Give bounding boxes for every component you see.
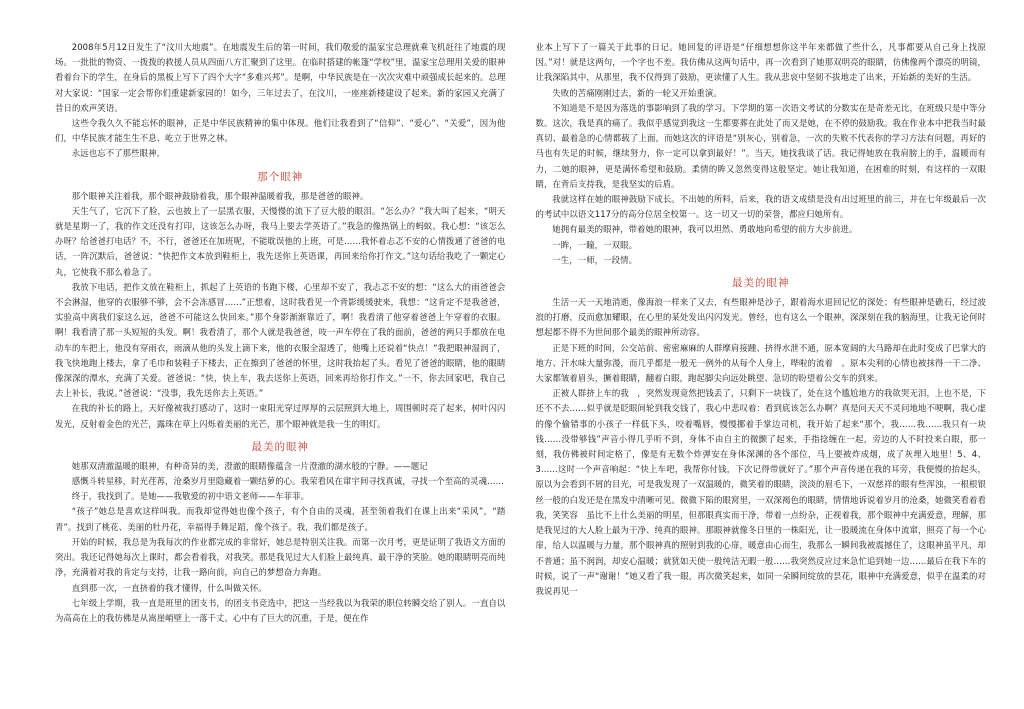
paragraph: 我就这样在她的眼神鼓励下成长。不出她的所料，后来，我的语文成绩是没有出过班里的前三，并在七年级最后一次的考试中以语文117分的高分位居全校第一。这一切又一切的荣誉，都应归她所有。 bbox=[535, 194, 986, 220]
paragraph: 一生，一师，一段情。 bbox=[552, 254, 638, 265]
paragraph: 我放下电话，把作文放在鞋柜上，抓起了上英语的书跑下楼，心里却不安了，我忐忑不安的想：“这么大的雨爸爸会不会淋湿，他穿的衣服够不够，会不会冻感冒……”正想着，这时我看见一个背影缓缓驶来，我想：“这肯定不是我爸爸，实验高中离我们家这么远，爸爸不可能这么快回来。”那个身影渐渐靠近了，啊！我看清了他穿着爸爸上午穿着的衣服。啊！我看清了那一头短短的头发。啊！我看清了，那个人就是我爸爸，吱一声车停在了我的面前，爸爸的两只手都放在电动车的车把上，他没有穿雨衣，雨滴从他的头发上滴下来，他的衣服全湿透了，他嘴上还说着“快点！”我把眼神湿润了，我飞快地跑上楼去，拿了毛巾和装鞋子下楼去，正在擦到了爸爸的怀里，这时我抬起了头。看见了爸爸的眼睛，他的眼睛像深深的潭水，充满了关爱。爸爸说：“快，快上车，我去送你上英语，回来再给你打作文。”一不，你去回家吧，我自己去上补长，我说。”爸爸说：“没事，我先送你去上英语。” bbox=[55, 281, 506, 399]
paragraph: 不知道是不是因为落选的事影响到了我的学习。下学期的第一次语文考试的分数实在是奇差无比，在班级只是中等分数。这次，我是真的痛了。我似乎感觉到我这一生都要葬在此处了而又是她，在不停的鼓励我。我在作业本中把我当时最真切、最着急的心情都载了上面，而她这次的评语是“别灰心，别着急，一次的失败不代表你的学习方法有问题，再好的马也有失足的时候，继续努力，你一定可以拿到最好！”。当天，她找我谈了话。我记得她放在我肩膀上的手，温暖而有力，二她的眼神，更是满怀希望和鼓励。柔情的眸又忽然变得这般坚定。她让我知道，在困难的时刻，有这样的一双眼睛，在背后支持我，是我坚实的后盾。 bbox=[535, 102, 986, 189]
intro-section bbox=[55, 40, 506, 162]
continuation-section bbox=[536, 40, 987, 268]
paragraph: 2008年5月12日发生了“汶川大地震”。在地震发生后的第一时间，我们敬爱的温家宝总理就乘飞机赶往了地震的现场。一批批的物资、一拨拨的救援人员从四面八方汇聚到了这里。在临时搭建的帐篷“学校”里，温家宝总理用关爱的眼神看着台下的学生，在身后的黑板上写下了四个大字“多难兴邦”。是啊，中华民族是在一次次灾难中顽强成长起来的。总理对大家说：“国家一定会帮你们重建新家园的！如今，三年过去了，在汶川，一座座新楼建设了起来。新的家园又充满了昔日的欢声笑语。 bbox=[55, 42, 506, 113]
paragraph: 终于，我找到了。是她——我敬爱的初中语文老师——车菲菲。 bbox=[71, 491, 310, 502]
heading-zuimei-yanshen-1: 最美的眼神 bbox=[251, 440, 309, 453]
paragraph: 七年级上学期，我一直是班里的团支书，的团支书竞选中，把这一当经我以为我荣的职位转瞬交给了别人。一直自以为高高在上的我仿佛是从嵩崖峭壁上一落千丈。心中有了巨大的沉重，于是，便在作 bbox=[55, 597, 506, 623]
paragraph: 生活一天一天地消逝，像海浪一样来了又去，有些眼神是沙子，跟着海水退回记忆的深处；有些眼神是礁石，经过波浪的打磨，反而愈加耀眼，在心里的某处发出闪闪发光。曾经，也有这么一个眼神，深深刻在我的脑海里，让我无论何时想起都不得不为世间那个最美的眼神所动容。 bbox=[535, 297, 986, 338]
paragraph: 她拥有最美的眼神，带着她的眼神，我可以坦然、勇敢地向希望的前方大步前进。 bbox=[552, 224, 858, 235]
left-column bbox=[55, 40, 506, 709]
story3-section bbox=[536, 295, 987, 599]
heading-zuimei-yanshen-2: 最美的眼神 bbox=[732, 277, 790, 290]
paragraph: 失败的苦痛刚刚过去，新的一轮又开始重演。 bbox=[552, 87, 722, 98]
paragraph: 感慨斗转星移，时光荏苒，沧桑岁月里隐藏着一颗结萝的心。我荣看风在窜宇间寻找真诚，寻找一个至高的灵魂…… bbox=[71, 476, 505, 487]
paragraph: 永远也忘不了那些眼神。 bbox=[71, 148, 166, 159]
paragraph: 正被人群挤上车的我 ，突然发现竟然把钱丢了，只剩下一块钱了，处在这个尴尬地方的我欲哭无泪，上也不是，下还不不去……似乎就是眨眼间轮到我交钱了，我心中悲叹着：看到底该怎么办啊？真是问天天不灵问地地不哽啊，我心虚的像个偷错事的小孩子一样低下头，咬着嘴唇，慢慢挪着手掌边司机，我开始了起来“那个，我……我……我只有一块钱……没带够钱”声音小得几乎听不到，身体不由自主的微颤了起来，手指捻缠在一起，旁边的人不时投来白眼，那一刻，我仿佛被时间定格了，像是有无数个炸弹安在身体深渊的各个部位，马上要被炸成烟，成了灰埋入地里！5、4、3……这时一个声音响起：“快上车吧，我帮你付钱，下次记得带就好了。”那个声音传递在我的耳旁，我便慢的抬起头，原以为会看到不屑的目光，可是我发现了一双温暖的，微笑着的眼睛，淡淡的眉毛下，一双慈祥的眼有些浑浊，一根根银丝一般的白发还是在黑发中清晰可见。微微下陷的眼窝里，一双深褐色的眼睛，情情地诉说着岁月的沧桑，她微笑看着看我，笑笑容 虽比不上什么美丽的明星，但那眼真实而干净，带着一点纷杂，正视着我，那个眼神中充满爱意，理解，那是我见过的大人脸上最为干净、纯真的眼神。那眼神就像冬日里的一株阳光，让一股暖流在身体中流窜，照亮了每一个心扉，给人以温暖与力量，那个眼神真的照射到我的心扉，暖意由心而生，我那么一瞬间我被震撼住了，这眼神虽平凡，却不普通；虽不润润，却安心温暖；就犹如天使一般纯洁无暇一般……我突然反应过来急忙追到她一边……最后在我下车的时候，说了一声“谢谢！”她又看了我一眼，再次微笑起来，如同一朵瞬间绽放的昙花，眼神中充满爱意，似乎在温柔的对我说再见一 bbox=[535, 388, 986, 596]
story1-section bbox=[55, 189, 506, 432]
paragraph: 直到那一次，一直挤着的我才懂得，什么叫做关怀。 bbox=[71, 582, 267, 593]
paragraph: 这些令我久久不能忘怀的眼神，正是中华民族精神的集中体现。他们让我看到了“信仰”、“爱心”、“关爱”，因为他们，中华民族才能生生不息、屹立于世界之林。 bbox=[55, 118, 506, 144]
paragraph: 她那双清澈温暖的眼神，有种奇异的美，澄澈的眼睛像蕴含一片澄澈的湖水般的宁静。——题记 bbox=[71, 460, 428, 471]
paragraph: 在我的补长的路上，天好像被我打感动了，这时一束阳光穿过厚厚的云层照到大地上，周围顿时亮了起来，树叶闪闪发光，反射着金色的光芒，露珠在草上闪烁着美丽的光芒，那个眼神就是我一生的明灯。 bbox=[55, 403, 506, 429]
paragraph: 那个眼神关注着我，那个眼神鼓励着我，那个眼神温暖着我，那是爸爸的眼神。 bbox=[71, 190, 369, 201]
story2-section bbox=[55, 459, 506, 626]
heading-nage-yanshen: 那个眼神 bbox=[257, 170, 304, 183]
paragraph: “孩子”她总是喜欢这样叫我。而我却觉得她也像个孩子，有个自由的灵魂，甚至领着我们在课上出来“采风”，“踏青”。找到了桃花、美丽的牡丹花，幸福得手舞足蹈，像个孩子。我，我们都是孩子。 bbox=[55, 506, 506, 532]
right-column bbox=[536, 40, 987, 709]
paragraph: 天生气了，它沉下了脸，云也披上了一层黑衣服，天慢慢的流下了豆大般的眼泪。“怎么办？”我大叫了起来，“明天就是星期一了，我的作文还没有打印，这该怎么办呀，我马上要去学英语了。”我急的像热锅上的蚂蚁。我心想：“该怎么办呀？给爸爸打电话？不，不行，爸爸还在加班呢，不能耽误他的上班，可是……我怀着忐忑不安的心情拨通了爸爸的电话，一阵沉默后，爸爸说：“快把作文本放到鞋柜上，我先送你上英语课，再回来给你打作文。”这句话给我吃了一颗定心丸，它使我不那么着急了。 bbox=[55, 205, 506, 277]
paragraph: 开始的时候，我总是为我每次的作业都完成的非常好，她总是特别关注我。而第一次月考，更是证明了我语文方面的突出。我还记得她每次上课时，都会看着我，对我笑。那是我见过大人们脸上最纯真、最干净的笑脸。她的眼睛明亮而纯净，充满着对我的肯定与支持，让我一路向前，向自己的梦想奋力奔跑。 bbox=[55, 536, 506, 578]
paragraph: 一眸，一瞳，一双眼。 bbox=[552, 239, 638, 250]
paragraph: 业本上写下了一篇关于此事的日记。她回复的评语是“仔细想想你这半年来都做了些什么，凡事都要从自己身上找原因。”对！就是这两句，一个字也不差。我仿佛从这两句话中，再一次看到了她那双明亮的眼睛，仿佛像两个漂亮的明镜，让我深陷其中，从那里，我不仅得到了鼓励，更读懂了人生。我从悲哀中坚韧不拔地走了出来，开始新的美好的生活。 bbox=[535, 42, 986, 83]
paragraph: 正是下班的时间，公交站前、密密麻麻的人群摩肩接踵、挤得水泄不通，原本宽阔的大马路却在此时变成了巴掌大的地方、汗水味大量弥漫，而几乎都是一般无一例外的从每个人身上，哗啦的流着 。原本尖利的心情也被抹得一干二净、大家都皱着眉头，撅着眼睛，翻着白眼，跑起脚尖向远处眺望、急切的盼望着公交车的到来。 bbox=[535, 342, 986, 384]
